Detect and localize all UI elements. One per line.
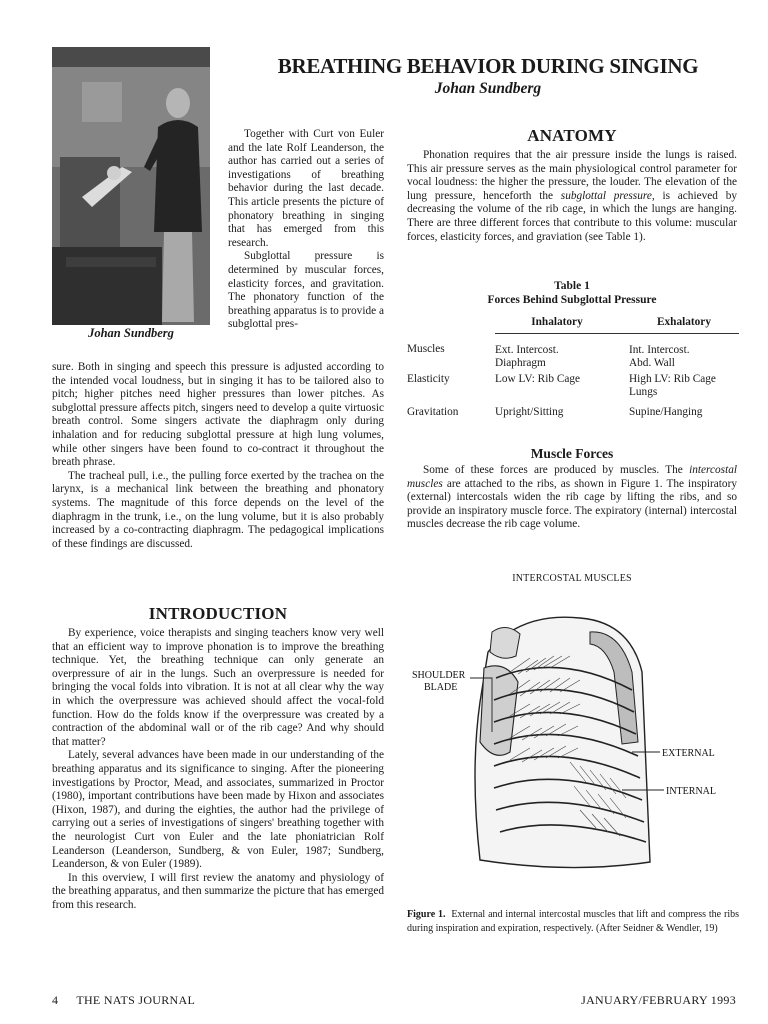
photo-caption: Johan Sundberg	[88, 326, 174, 340]
abstract-paragraph-3: The tracheal pull, i.e., the pulling force exerted by the trachea on the larynx, is a mechanical link between the breathing and phonatory systems. The magnitude of this force depends on the level of the diaphragm in the trunk, i.e., on the lung volume, but it is also probably increased by a co-contracting diaphragm. The pedagogical implications of these findings are discussed.	[52, 469, 384, 550]
abstract-continued	[52, 361, 384, 551]
table-cell: Low LV: Rib Cage	[495, 372, 581, 385]
abstract-text-block	[228, 128, 384, 332]
muscle-forces-paragraph: Some of these forces are produced by muscles. The intercostal muscles are attached to the ribs, as shown in Figure 1. The inspiratory (external) intercostals widen the rib cage by lifting the ribs, and so provide an inspiratory muscle force. The expiratory (internal) intercostal muscles decrease the rib cage volume.	[407, 464, 737, 531]
author-byline: Johan Sundberg	[434, 80, 542, 97]
column-header-exhalatory: Exhalatory	[619, 316, 739, 333]
row-name: Elasticity	[407, 372, 450, 385]
table-title	[407, 279, 737, 307]
author-photo	[52, 47, 210, 325]
table-cell: Ext. Intercost. Diaphragm	[495, 343, 559, 370]
abstract-paragraph-2a: Subglottal pressure is determined by muscular forces, elasticity forces, and gravitation. The phonatory function of the breathing apparatus is to provide a subglottal pres-	[228, 250, 384, 331]
subglottal-pressure-term: subglottal pressure,	[560, 189, 655, 202]
row-name: Gravitation	[407, 405, 459, 418]
table-row	[407, 371, 739, 400]
intercostal-term: intercostal muscles	[407, 464, 737, 490]
figure-caption	[407, 908, 739, 935]
callout-shoulder: SHOULDER	[412, 670, 466, 681]
article-title: BREATHING BEHAVIOR DURING SINGING	[277, 54, 699, 78]
figure-title: INTERCOSTAL MUSCLES	[512, 573, 632, 584]
table-row	[407, 333, 739, 371]
introduction-body	[52, 627, 384, 912]
introduction-paragraph-2: Lately, several advances have been made in our understanding of the breathing apparatus and its significance to singing. After the pioneering investigations by Proctor, Mead, and associates, summarized in Proctor (1980), important contributions have been made by Hixon and associates (Hixon, 1987), and during the eighties, the author had the privilege of carrying out a series of investigations of singers' breathing together with the neurologist Curt von Euler and the late phoniatrician Rolf Leanderson (Leanderson, Sundberg, & von Euler, 1987; Sundberg, Leanderson, & von Euler (1989).	[52, 749, 384, 871]
introduction-heading: INTRODUCTION	[148, 604, 288, 623]
table-cell: High LV: Rib Cage Lungs	[629, 372, 716, 399]
table-label: Table 1	[554, 280, 590, 292]
introduction-paragraph-3: In this overview, I will first review the anatomy and physiology of the breathing apparatus, and then summarize the picture that has emerged from this research.	[52, 871, 384, 911]
callout-blade: BLADE	[424, 682, 458, 693]
footer-journal	[52, 993, 195, 1008]
muscle-forces-heading: Muscle Forces	[530, 446, 614, 461]
table-cell: Supine/Hanging	[629, 405, 703, 418]
footer-issue: JANUARY/FEBRUARY 1993	[581, 993, 736, 1007]
table-caption: Forces Behind Subglottal Pressure	[487, 294, 657, 306]
abstract-paragraph-1: Together with Curt von Euler and the late Rolf Leanderson, the author has carried out a series of investigations of breathing behavior during the last decade. This article presents the picture of phonatory breathing in singing that has emerged from this research.	[228, 128, 384, 249]
figure-caption-label: Figure 1.	[407, 909, 446, 920]
muscle-forces-body	[407, 464, 737, 532]
anatomy-heading: ANATOMY	[527, 126, 617, 145]
forces-table	[407, 316, 739, 420]
anatomy-paragraph-1: Phonation requires that the air pressure inside the lungs is raised. This air pressure serves as the main physiological control parameter for vocal loudness: the higher the pressure, the louder. The elevation of the lung pressure, henceforth the subglottal pressure, is achieved by decreasing the volume of the rib cage, in which the lungs are hanging. There are three different forces that contribute to this volume: muscular forces, elasticity forces, and graviation (see Table 1).	[407, 149, 737, 243]
abstract-paragraph-2b: sure. Both in singing and speech this pressure is adjusted according to the intended vocal loudness, but in singing it has to be tailored also to pitch; higher pitches need higher pressures than lower pitches. As subglottal pressure affects pitch, singers need to develop a quite virtuosic breath control. Some singers activate the diaphragm only during inhalation and for reducing subglottal pressure at high lung volumes, while other singers have been found to co-contract it throughout the breath phrase.	[52, 361, 384, 469]
row-name: Muscles	[407, 343, 445, 356]
table-cell: Int. Intercost. Abd. Wall	[629, 343, 690, 370]
introduction-paragraph-1: By experience, voice therapists and singing teachers know very well that an efficient way to improve phonation is to improve the breathing technique. Yet, the breathing technique can only generate an overpressure of air in the lungs. Such an overpressure is needed for bringing the vocal folds into vibration. It is not at all clear why the way in which the overpressure was achieved should affect the vocal-fold function. How do the folds know if the overpressure was created by a contraction of the abdominal wall or of the rib cage? And why should that matter?	[52, 627, 384, 748]
figure-caption-text: External and internal intercostal muscles that lift and compress the ribs during inspiration and expiration, respectively. (After Seidner & Wendler, 19)	[407, 909, 740, 934]
intercostal-muscles-illustration	[410, 612, 740, 882]
column-header-inhalatory: Inhalatory	[495, 316, 619, 333]
page-number: 4	[52, 993, 59, 1007]
callout-external: EXTERNAL	[662, 748, 715, 759]
table-cell: Upright/Sitting	[495, 405, 564, 418]
callout-internal: INTERNAL	[666, 786, 716, 797]
anatomy-body	[407, 149, 737, 244]
table-row	[407, 400, 739, 420]
journal-name: THE NATS JOURNAL	[76, 993, 196, 1007]
